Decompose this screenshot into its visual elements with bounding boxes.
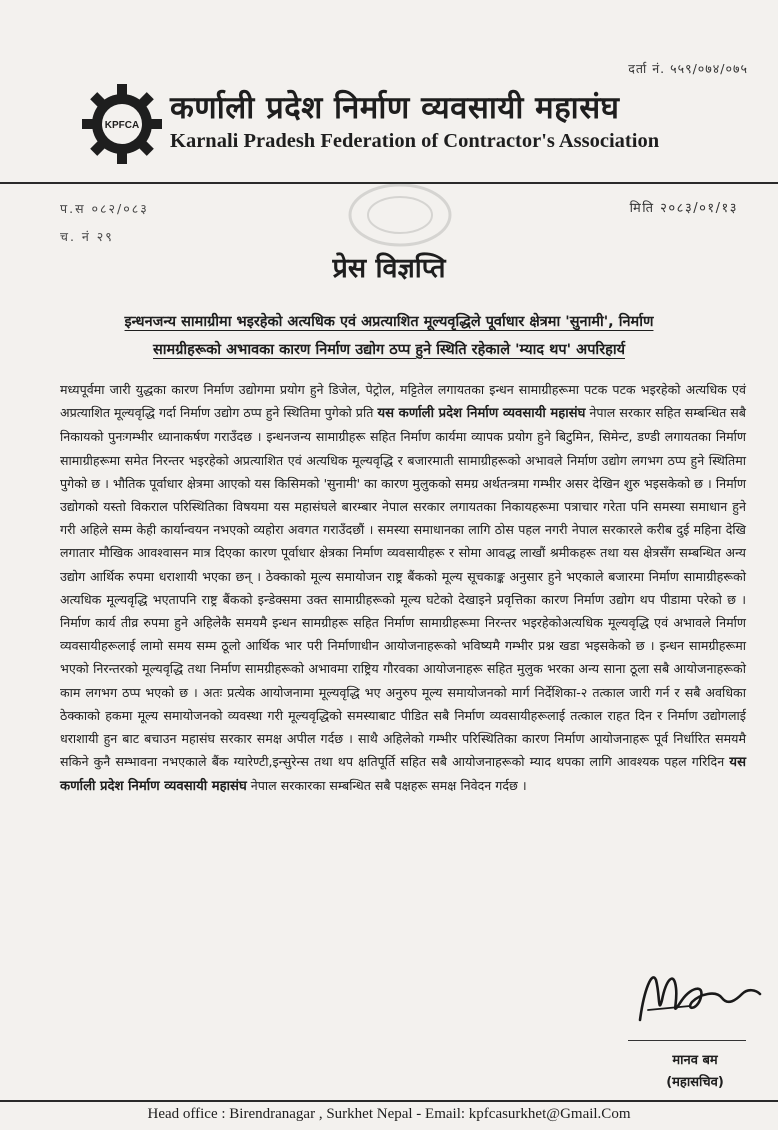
document-heading: प्रेस विज्ञप्ति [332,253,446,284]
subject-line [40,308,738,364]
subject-line-2: सामग्रीहरूको अभावका कारण निर्माण उद्योग ठप्प हुने स्थिति रहेकाले 'म्याद थप' अपरिहार्य [153,342,625,358]
body-part-2: नेपाल सरकार सहित सम्बन्धित सबै निकायको पुनःगम्भीर ध्यानाकर्षण गराउँदछ । इन्धनजन्य सामाग्रीहरू सहित निर्माण कार्यमा व्यापक प्रयोग हुने बिटुमिन, सिमेन्ट, डण्डी लगायतका निर्माण सामाग्रीहरूमा समेत निरन्तर भइरहेको अप्रत्याशित एवं अत्यधिक मूल्यवृद्धि र बजारमाती सामाग्रीहरूको अभावले निर्माण उद्योग लगभग ठप्प हुने स्थितिमा पुगेको छ । भौतिक पूर्वाधार क्षेत्रमा आएको यस किसिमको 'सुनामी' का कारण मुलुकको समग्र अर्थतन्त्रमा गम्भीर असर देखिन शुरु भइसकेको छ । निर्माण उद्योगको यस्तो विकराल परिस्थितिका विषयमा यस महासंघले बारम्बार नेपाल सरकार लगायतका निकायहरूमा पत्राचार गरेता पनि समस्या समाधान हुने गरी अहिले सम्म केही कार्यान्वयन नभएको व्यहोरा अवगत गराउँदछौं । समस्या समाधानका लागि ठोस पहल नगरी नेपाल सरकारले करीब दुई महिना देखि लगातार मौखिक आवश्वासन मात्र दिएका कारण पूर्वाधार क्षेत्रका निर्माण व्यवसायीहरू र सोमा आवद्ध लाखौं श्रमीकहरू तथा यस क्षेत्रसँग सम्बन्धित अन्य उद्योग आर्थिक रुपमा धराशायी भएका छन् । ठेक्काको मूल्य समायोजन राष्ट्र बैंकको मूल्य सूचकाङ्क अनुसार हुने भएकाले बजारमा निर्माण सामाग्रीहरूको अत्यधिक मूल्यवृद्धि भएतापनि राष्ट्र बैंकको इन्डेक्समा उक्त सामाग्रीहरूको मूल्य घटेको देखाइने प्रवृत्तिका कारण निर्माण उद्योग थप पीडामा परेको छ । निर्माण कार्य तीव्र रुपमा हुने अहिलेकै समयमै इन्धन सामग्रीहरू सहित निर्माण सामाग्रीहरूमा निरन्तर भइरहेकोअत्यधिक मूल्यवृद्धि एवं अभावले निर्माण व्यवसायीहरूलाई लामो समय सम्म ठूलो आर्थिक भार परी निर्माणाधीन आयोजनाहरूको भविष्यमै गम्भीर प्रश्न खडा भइसकेको छ । इन्धन सामग्रीहरूमा भएको निरन्तरको मूल्यवृद्धि तथा निर्माण सामग्रीहरूको अभावमा राष्ट्रिय गौरवका आयोजनाहरू सहित मुलुक भरका अन्य साना ठूला सबै आयोजनाहरूको काम लगभग ठप्प भएको छ । अतः प्रत्येक आयोजनामा मूल्यवृद्धि भए अनुरुप मूल्य समायोजनको मार्ग निर्देशिका-२ तत्काल जारी गर्न र सबै अवधिका ठेक्काको हकमा मूल्य समायोजनको व्यवस्था गरी मूल्यवृद्धिको समस्याबाट पीडित सबै निर्माण व्यवसायीहरूलाई तत्काल राहत दिन र निर्माण उद्योगलाई धराशायी हुन बाट बचाउन महासंघ सरकार समक्ष अपील गर्दछ । साथै अहिलेको गम्भीर परिस्थितिका कारण निर्माण आयोजनाहरू पूर्व निर्धारित समयमै सकिने कुनै सम्भावना नभएकाले बैंक ग्यारेण्टी,इन्सुरेन्स तथा थप क्षतिपूर्ति सहित सबै आयोजनाहरूको म्याद थपका लागि आवश्यक पहल गरिदिन [60,405,746,770]
signature-line [628,1040,746,1041]
footer-divider [0,1100,778,1102]
reference-number: प.स ०८२/०८३ [60,201,149,216]
footer-contact: Head office : Birendranagar , Surkhet Nepal - Email: kpfcasurkhet@Gmail.Com [147,1106,631,1122]
signatory-name: मानव बम [672,1053,718,1068]
body-org-name-2: यस कर्णाली प्रदेश निर्माण व्यवसायी महासंघ [60,755,746,795]
logo-text: KPFCA [104,120,140,131]
registration-number: दर्ता नं. ५५९/०७४/०७५ [628,61,748,76]
org-name-english: Karnali Pradesh Federation of Contractor's Association [170,130,660,152]
faint-seal-icon [340,180,460,250]
kpfca-gear-logo-icon [80,82,164,166]
body-part-1: मध्यपूर्वमा जारी युद्धका कारण निर्माण उद्योगमा प्रयोग हुने डिजेल, पेट्रोल, मट्टितेल लगायतका इन्धन सामाग्रीहरूमा पटक पटक भइरहेको अत्यधिक एवं अप्रत्याशित मूल्यवृद्धि गर्दा निर्माण उद्योग ठप्प हुने स्थितिमा पुगेको प्रति [60,382,746,421]
document-date: मिति २०८३/०१/१३ [629,201,738,216]
subject-line-1: इन्धनजन्य सामाग्रीमा भइरहेको अत्यधिक एवं अप्रत्याशित मूल्यवृद्धिले पूर्वाधार क्षेत्रमा 'सुनामी', निर्माण [124,314,654,330]
body-part-3: नेपाल सरकारका सम्बन्धित सबै पक्षहरू समक्ष निवेदन गर्दछ । [250,778,527,794]
dispatch-number: च. नं २९ [60,229,114,244]
org-name-nepali: कर्णाली प्रदेश निर्माण व्यवसायी महासंघ [170,90,620,126]
body-org-name-1: यस कर्णाली प्रदेश निर्माण व्यवसायी महासंघ [377,406,586,422]
body-text [60,378,746,799]
signatory-role: (महासचिव) [666,1075,724,1090]
handwritten-signature-icon [630,960,765,1030]
